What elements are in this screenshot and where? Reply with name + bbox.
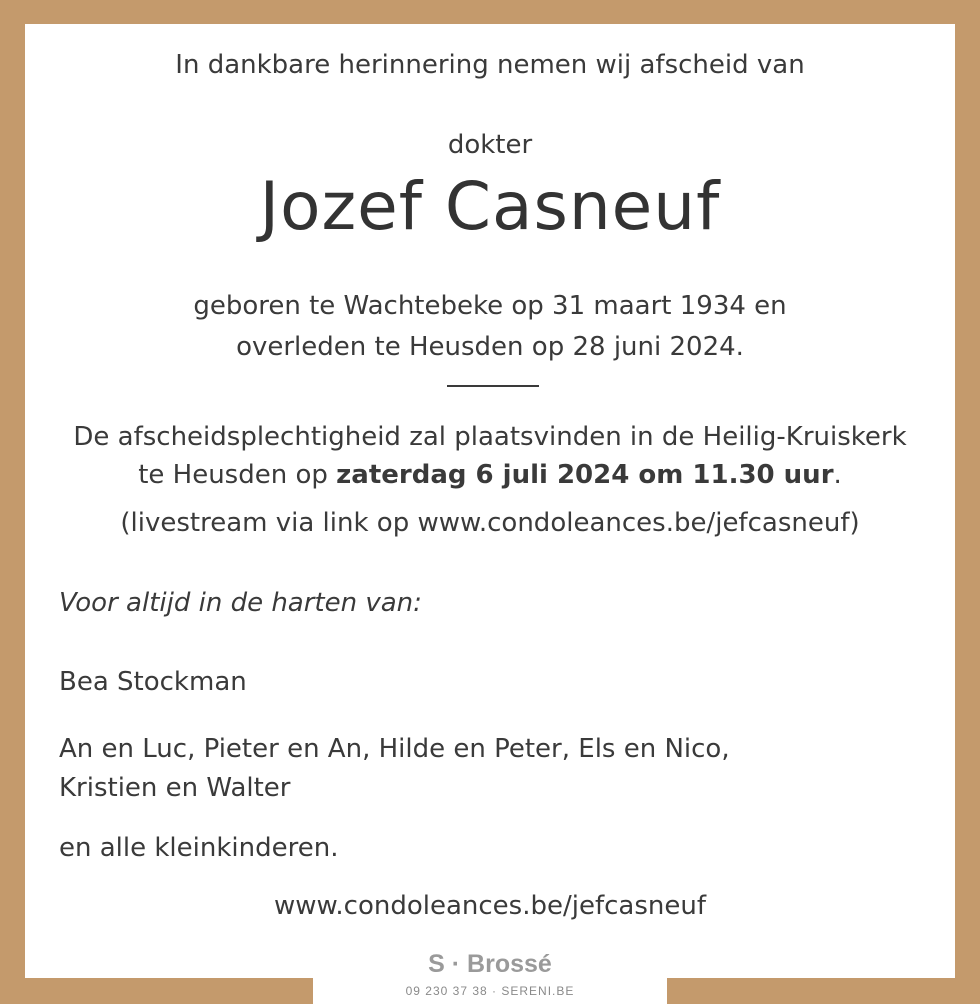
ceremony-datetime: zaterdag 6 juli 2024 om 11.30 uur <box>336 460 834 490</box>
children-line-2: Kristien en Walter <box>59 773 291 803</box>
forever-heading: Voor altijd in de harten van: <box>59 588 422 618</box>
ceremony-suffix: . <box>833 460 842 490</box>
funeral-home-contact: 09 230 37 38 · SERENI.BE <box>405 984 575 998</box>
ceremony-prefix: te Heusden op <box>138 460 337 490</box>
ceremony-line-2 <box>0 456 980 494</box>
children-line-1: An en Luc, Pieter en An, Hilde en Peter, Els en Nico, <box>59 734 730 764</box>
ceremony-line-1: De afscheidsplechtigheid zal plaatsvinden in de Heilig-Kruiskerk <box>73 422 907 452</box>
birth-line: geboren te Wachtebeke op 31 maart 1934 en <box>193 291 787 321</box>
deceased-name: Jozef Casneuf <box>259 168 721 245</box>
condolence-link[interactable]: www.condoleances.be/jefcasneuf <box>273 891 706 921</box>
funeral-home-logo: S · Brossé <box>428 950 552 978</box>
death-line: overleden te Heusden op 28 juni 2024. <box>236 332 744 362</box>
spouse-name: Bea Stockman <box>59 667 247 697</box>
livestream-text: (livestream via link op www.condoleances.be/jefcasneuf) <box>120 508 860 538</box>
children-names <box>59 730 730 808</box>
divider <box>447 385 539 387</box>
intro-text: In dankbare herinnering nemen wij afscheid van <box>175 50 805 80</box>
birth-death-text <box>0 286 980 368</box>
grandchildren-text: en alle kleinkinderen. <box>59 833 339 863</box>
deceased-title: dokter <box>447 130 533 160</box>
ceremony-text <box>0 418 980 494</box>
